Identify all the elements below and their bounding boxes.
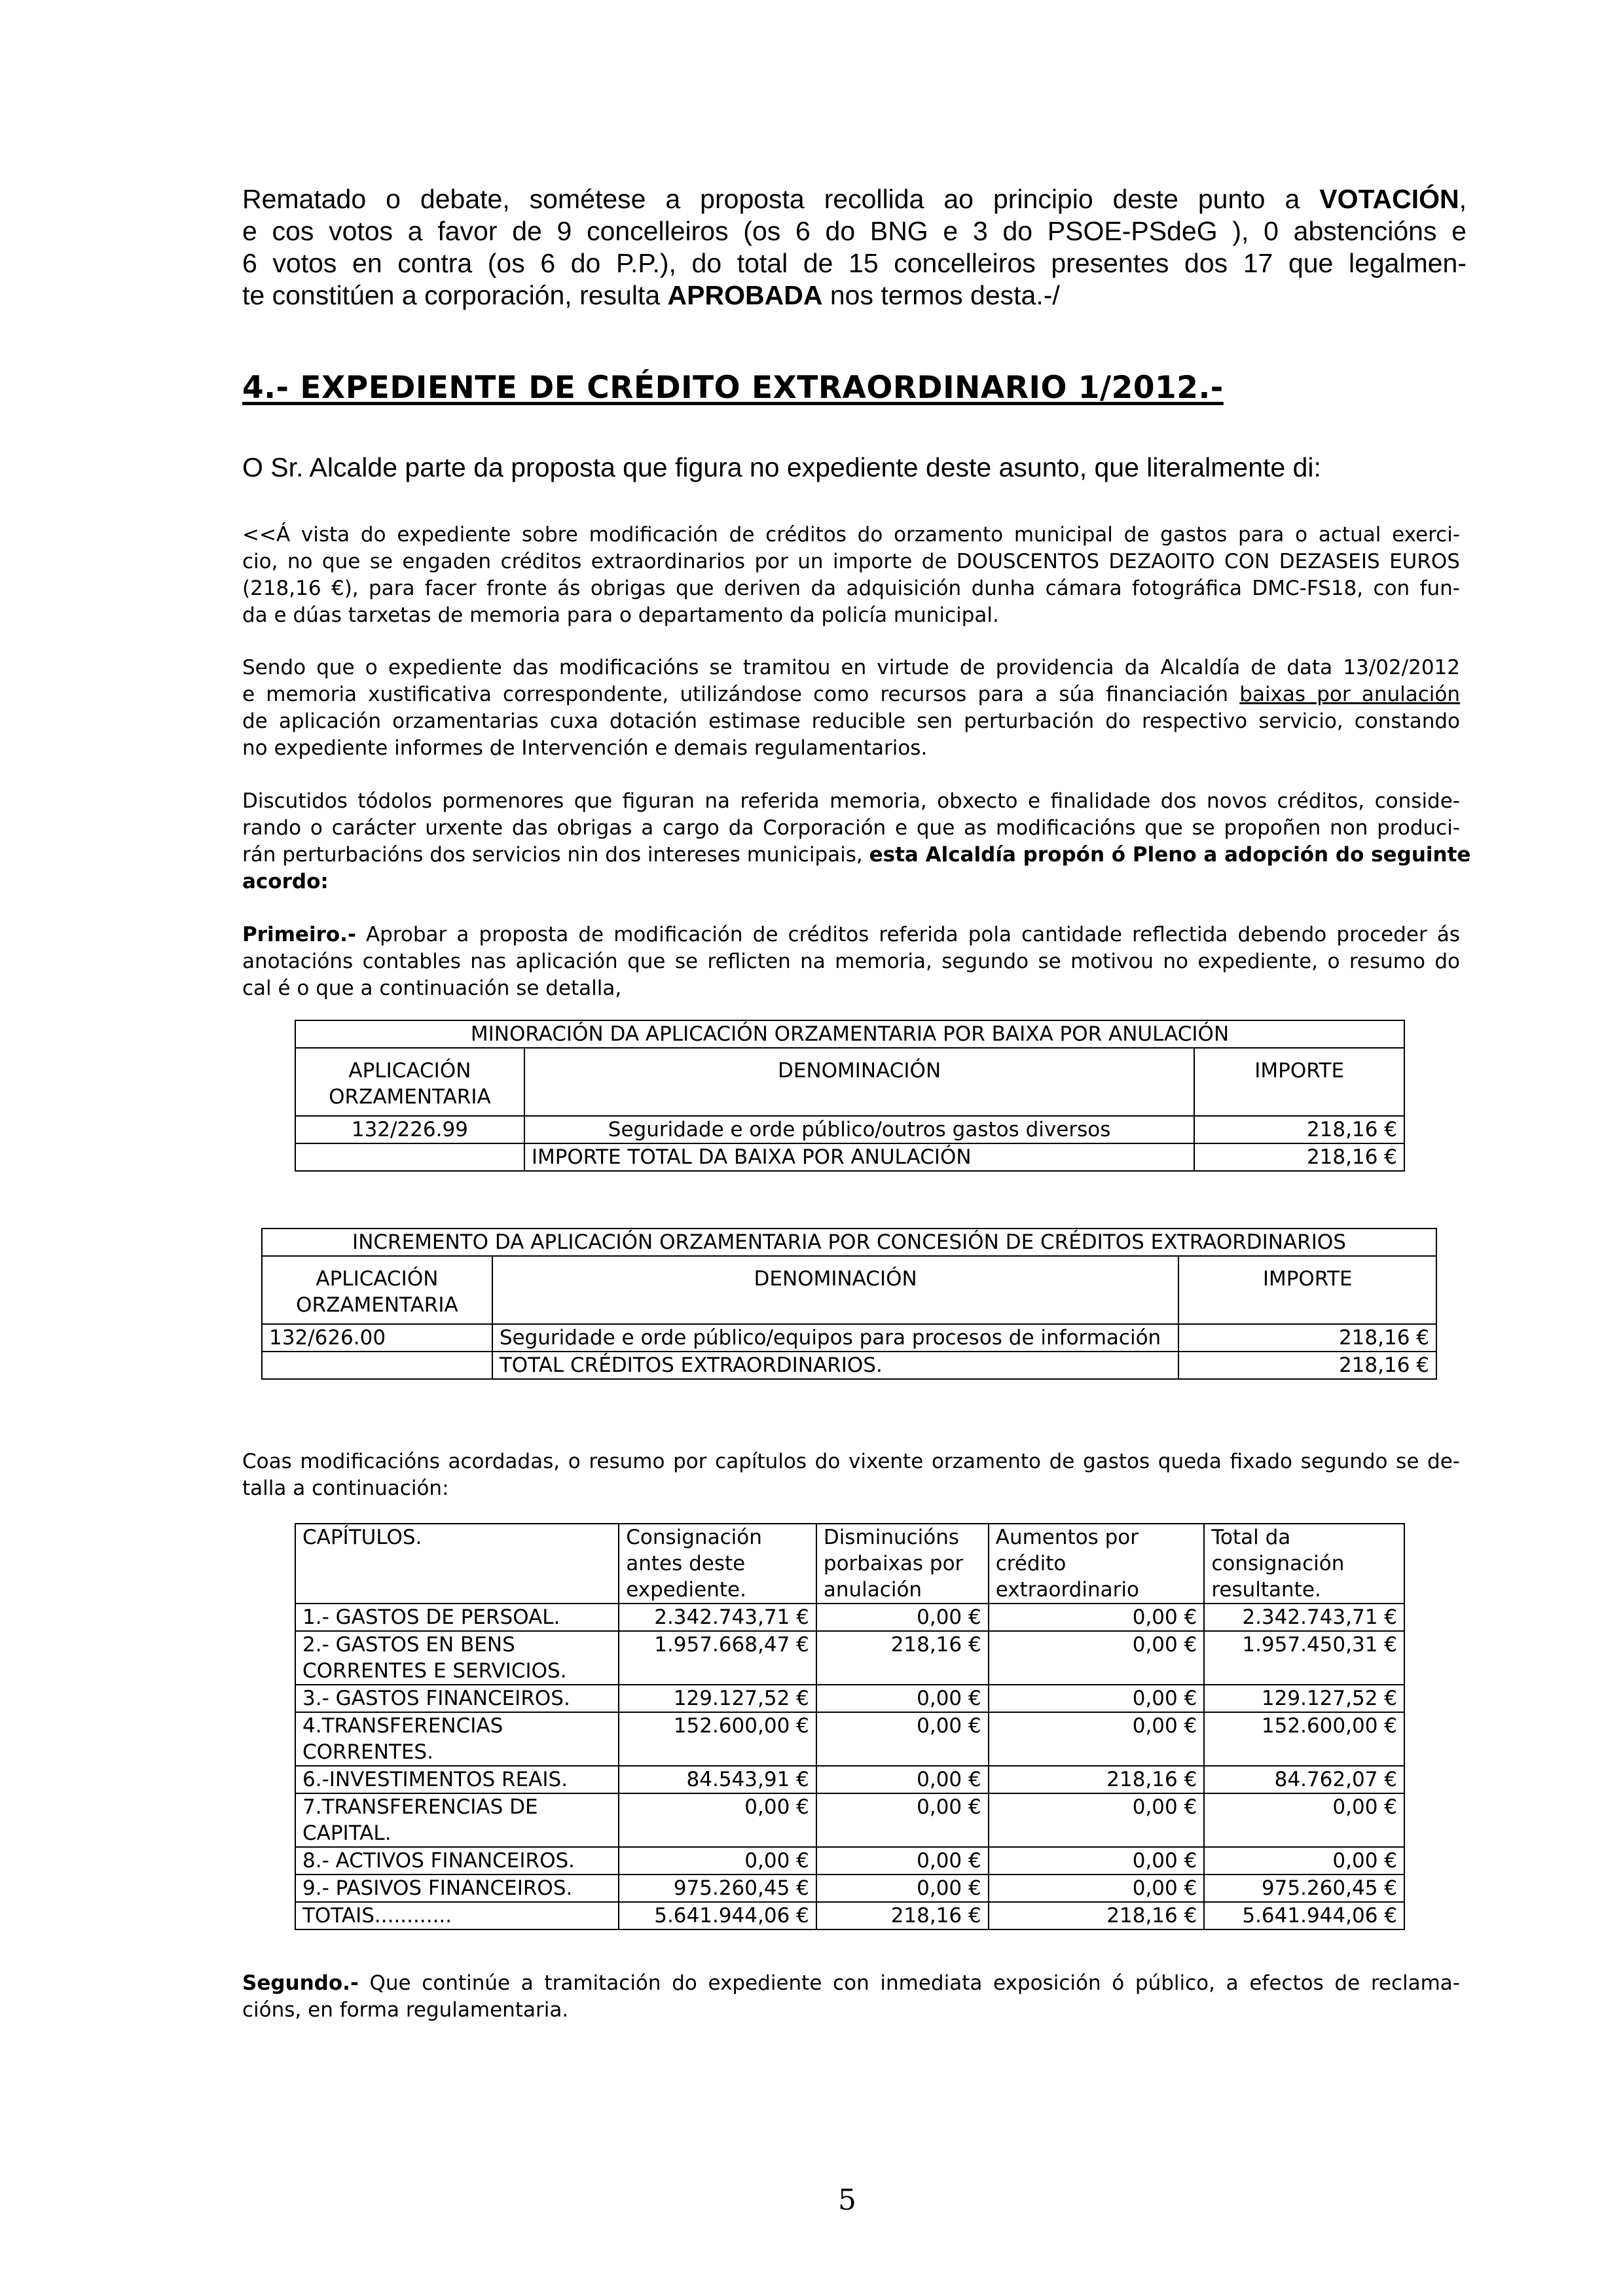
cell-total: 0,00 € [1204,1847,1404,1874]
intro-text: Rematado o debate, sométese a proposta recollida ao principio deste punto a [242,184,1320,214]
intro-text: nos termos desta.-/ [822,280,1060,310]
alcalde-paragraph [242,452,1467,484]
paragraph-line [242,681,1460,708]
cell-capitulo: 8.- ACTIVOS FINANCEIROS. [295,1847,619,1874]
cell-aplicacion: 132/226.99 [295,1116,524,1143]
paragraph-line: no expediente informes de Intervención e demais regulamentarios. [242,736,928,760]
table-row [295,1874,1404,1902]
cell-importe: 218,16 € [1194,1116,1404,1143]
table-title: MINORACIÓN DA APLICACIÓN ORZAMENTARIA POR BAIXA POR ANULACIÓN [295,1020,1404,1048]
cell-aumentos: 0,00 € [989,1685,1205,1712]
cell-disminucions: 0,00 € [816,1874,989,1902]
cell-total-label: TOTAL CRÉDITOS EXTRAORDINARIOS. [492,1352,1179,1379]
cell-consignacion: 1.957.668,47 € [619,1631,816,1685]
paragraph-1 [242,522,1460,629]
paragraph-line: acordo: [242,870,329,893]
paragraph-line [242,1970,1460,1997]
paragraph-line: cal é o que a continuación se detalla, [242,977,622,1000]
cell-consignacion: 5.641.944,06 € [619,1902,816,1929]
paragraph-2 [242,655,1460,762]
underlined-text: baixas por anulación [1239,683,1460,706]
cell-disminucions: 0,00 € [816,1766,989,1793]
cell-capitulo: 6.-INVESTIMENTOS REAIS. [295,1766,619,1793]
table-row [295,1847,1404,1874]
paragraph-line [242,922,1460,948]
cell-capitulo: 3.- GASTOS FINANCEIROS. [295,1685,619,1712]
cell-disminucions: 0,00 € [816,1604,989,1631]
cell-aumentos: 218,16 € [989,1766,1205,1793]
paragraph-line: anotacións contables nas aplicación que se reflicten na memoria, segundo se motivou no expediente, o resumo do [242,950,1460,973]
cell-consignacion: 84.543,91 € [619,1766,816,1793]
cell-total: 129.127,52 € [1204,1685,1404,1712]
header-importe: IMPORTE [1178,1256,1436,1324]
cell-consignacion: 129.127,52 € [619,1685,816,1712]
cell-importe: 218,16 € [1178,1324,1436,1352]
paragraph-text: Que continúe a tramitación do expediente con inmediata exposición ó público, a efectos de reclama- [358,1971,1460,1995]
alcalde-line: O Sr. Alcalde parte da proposta que figura no expediente deste asunto, que literalmente di: [242,452,1321,482]
cell-total: 5.641.944,06 € [1204,1902,1404,1929]
cell-total: 2.342.743,71 € [1204,1604,1404,1631]
intro-line [242,183,1467,215]
cell-total-label: IMPORTE TOTAL DA BAIXA POR ANULACIÓN [524,1143,1194,1171]
paragraph-line: cio, no que se engaden créditos extraordinarios por un importe de DOUSCENTOS DEZAOITO CON DEZASEIS EUROS [242,550,1460,573]
paragraph-line: cións, en forma regulamentaria. [242,1998,569,2022]
cell-total: 975.260,45 € [1204,1874,1404,1902]
cell-total: 152.600,00 € [1204,1712,1404,1766]
incremento-table [261,1228,1437,1380]
cell-capitulo: 1.- GASTOS DE PERSOAL. [295,1604,619,1631]
aprobada-word: APROBADA [667,280,823,310]
header-denominacion: DENOMINACIÓN [492,1256,1179,1324]
capitulos-table-body [295,1524,1404,1929]
paragraph-line: Sendo que o expediente das modificacións se tramitou en virtude de providencia da Alcaldía de data 13/02/2012 [242,656,1460,679]
cell-empty [295,1143,524,1171]
cell-aumentos: 0,00 € [989,1793,1205,1847]
paragraph-line [242,842,1471,869]
intro-paragraph [242,183,1467,312]
paragraph-text: rán perturbacións dos servicios nin dos intereses municipais, [242,843,869,867]
cell-empty [262,1352,492,1379]
paragraph-line: rando o carácter urxente das obrigas a cargo da Corporación e que as modificacións que se propoñen non produci- [242,816,1460,840]
cell-disminucions: 0,00 € [816,1847,989,1874]
intro-text: te constitúen a corporación, resulta [242,280,668,310]
cell-aumentos: 0,00 € [989,1847,1205,1874]
section-heading: 4.- EXPEDIENTE DE CRÉDITO EXTRAORDINARIO 1/2012.- [242,370,1224,406]
cell-disminucions: 218,16 € [816,1631,989,1685]
cell-capitulo: 7.TRANSFERENCIAS DE CAPITAL. [295,1793,619,1847]
bold-text: esta Alcaldía propón ó Pleno a adopción do seguinte [869,843,1471,867]
header-capitulos: CAPÍTULOS. [295,1524,619,1604]
header-importe: IMPORTE [1194,1048,1404,1116]
header-total: Total da consignación resultante. [1204,1524,1404,1604]
primeiro-label: Primeiro.- [242,923,356,946]
capitulos-table [295,1523,1405,1930]
cell-disminucions: 0,00 € [816,1793,989,1847]
paragraph-line: talla a continuación: [242,1477,449,1500]
table-row [295,1631,1404,1685]
cell-aumentos: 0,00 € [989,1874,1205,1902]
table-row-total [295,1143,1404,1171]
page-number: 5 [838,2183,856,2217]
cell-total: 0,00 € [1204,1793,1404,1847]
cell-denominacion: Seguridade e orde público/outros gastos diversos [524,1116,1194,1143]
table-title: INCREMENTO DA APLICACIÓN ORZAMENTARIA POR CONCESIÓN DE CRÉDITOS EXTRAORDINARIOS [262,1229,1436,1256]
table-row [262,1324,1436,1352]
table-row-total [262,1352,1436,1379]
header-aumentos: Aumentos por crédito extraordinario [989,1524,1205,1604]
paragraph-3 [242,788,1471,895]
cell-capitulo: 2.- GASTOS EN BENS CORRENTES E SERVICIOS. [295,1631,619,1685]
table-row-totais [295,1902,1404,1929]
paragraph-line: de aplicación orzamentarias cuxa dotación estimase reducible sen perturbación do respectivo servicio, constando [242,709,1460,733]
paragraph-text: Aprobar a proposta de modificación de créditos referida pola cantidade reflectida debendo proceder ás [356,923,1460,946]
cell-aumentos: 0,00 € [989,1712,1205,1766]
primeiro-paragraph [242,922,1460,1002]
cell-consignacion: 0,00 € [619,1793,816,1847]
cell-consignacion: 0,00 € [619,1847,816,1874]
paragraph-line: Discutidos tódolos pormenores que figuran na referida memoria, obxecto e finalidade dos novos créditos, conside- [242,789,1460,813]
table-header-row [295,1524,1404,1604]
cell-capitulo: 9.- PASIVOS FINANCEIROS. [295,1874,619,1902]
cell-aumentos: 0,00 € [989,1604,1205,1631]
paragraph-line: <<Á vista do expediente sobre modificación de créditos do orzamento municipal de gastos para o actual exerci- [242,523,1460,547]
table-row [295,1712,1404,1766]
paragraph-line: (218,16 €), para facer fronte ás obrigas que deriven da adquisición dunha cámara fotográfica DMC-FS18, con fun- [242,577,1460,600]
cell-capitulo: TOTAIS............ [295,1902,619,1929]
table-row [295,1685,1404,1712]
cell-aumentos: 0,00 € [989,1631,1205,1685]
cell-aumentos: 218,16 € [989,1902,1205,1929]
cell-disminucions: 0,00 € [816,1712,989,1766]
header-disminucions: Disminucións porbaixas por anulación [816,1524,989,1604]
segundo-paragraph [242,1970,1460,2024]
header-consignacion: Consignación antes deste expediente. [619,1524,816,1604]
table-row [295,1116,1404,1143]
cell-denominacion: Seguridade e orde público/equipos para procesos de información [492,1324,1179,1352]
minoracion-table [295,1020,1405,1172]
coas-paragraph [242,1448,1460,1502]
cell-total: 1.957.450,31 € [1204,1631,1404,1685]
paragraph-line: Coas modificacións acordadas, o resumo por capítulos do vixente orzamento de gastos queda fixado segundo se de- [242,1450,1460,1473]
paragraph-text: e memoria xustificativa correspondente, utilizándose como recursos para a súa financiación [242,683,1240,706]
segundo-label: Segundo.- [242,1971,359,1995]
table-row [295,1604,1404,1631]
cell-disminucions: 218,16 € [816,1902,989,1929]
cell-capitulo: 4.TRANSFERENCIAS CORRENTES. [295,1712,619,1766]
intro-line [242,279,1467,312]
cell-total-importe: 218,16 € [1194,1143,1404,1171]
header-denominacion: DENOMINACIÓN [524,1048,1194,1116]
cell-consignacion: 975.260,45 € [619,1874,816,1902]
table-row [295,1766,1404,1793]
cell-consignacion: 152.600,00 € [619,1712,816,1766]
header-aplicacion: APLICACIÓN ORZAMENTARIA [262,1256,492,1324]
cell-total-importe: 218,16 € [1178,1352,1436,1379]
cell-total: 84.762,07 € [1204,1766,1404,1793]
table-row [295,1793,1404,1847]
intro-text: , [1459,184,1467,214]
votacion-word: VOTACIÓN [1319,184,1459,214]
cell-aplicacion: 132/626.00 [262,1324,492,1352]
header-aplicacion: APLICACIÓN ORZAMENTARIA [295,1048,524,1116]
cell-disminucions: 0,00 € [816,1685,989,1712]
paragraph-line: da e dúas tarxetas de memoria para o departamento da policía municipal. [242,603,999,627]
intro-line: 6 votos en contra (os 6 do P.P.), do total de 15 concelleiros presentes dos 17 que legalmen- [242,248,1467,278]
cell-consignacion: 2.342.743,71 € [619,1604,816,1631]
intro-line: e cos votos a favor de 9 concelleiros (os 6 do BNG e 3 do PSOE-PSdeG ), 0 abstencións e [242,216,1467,246]
